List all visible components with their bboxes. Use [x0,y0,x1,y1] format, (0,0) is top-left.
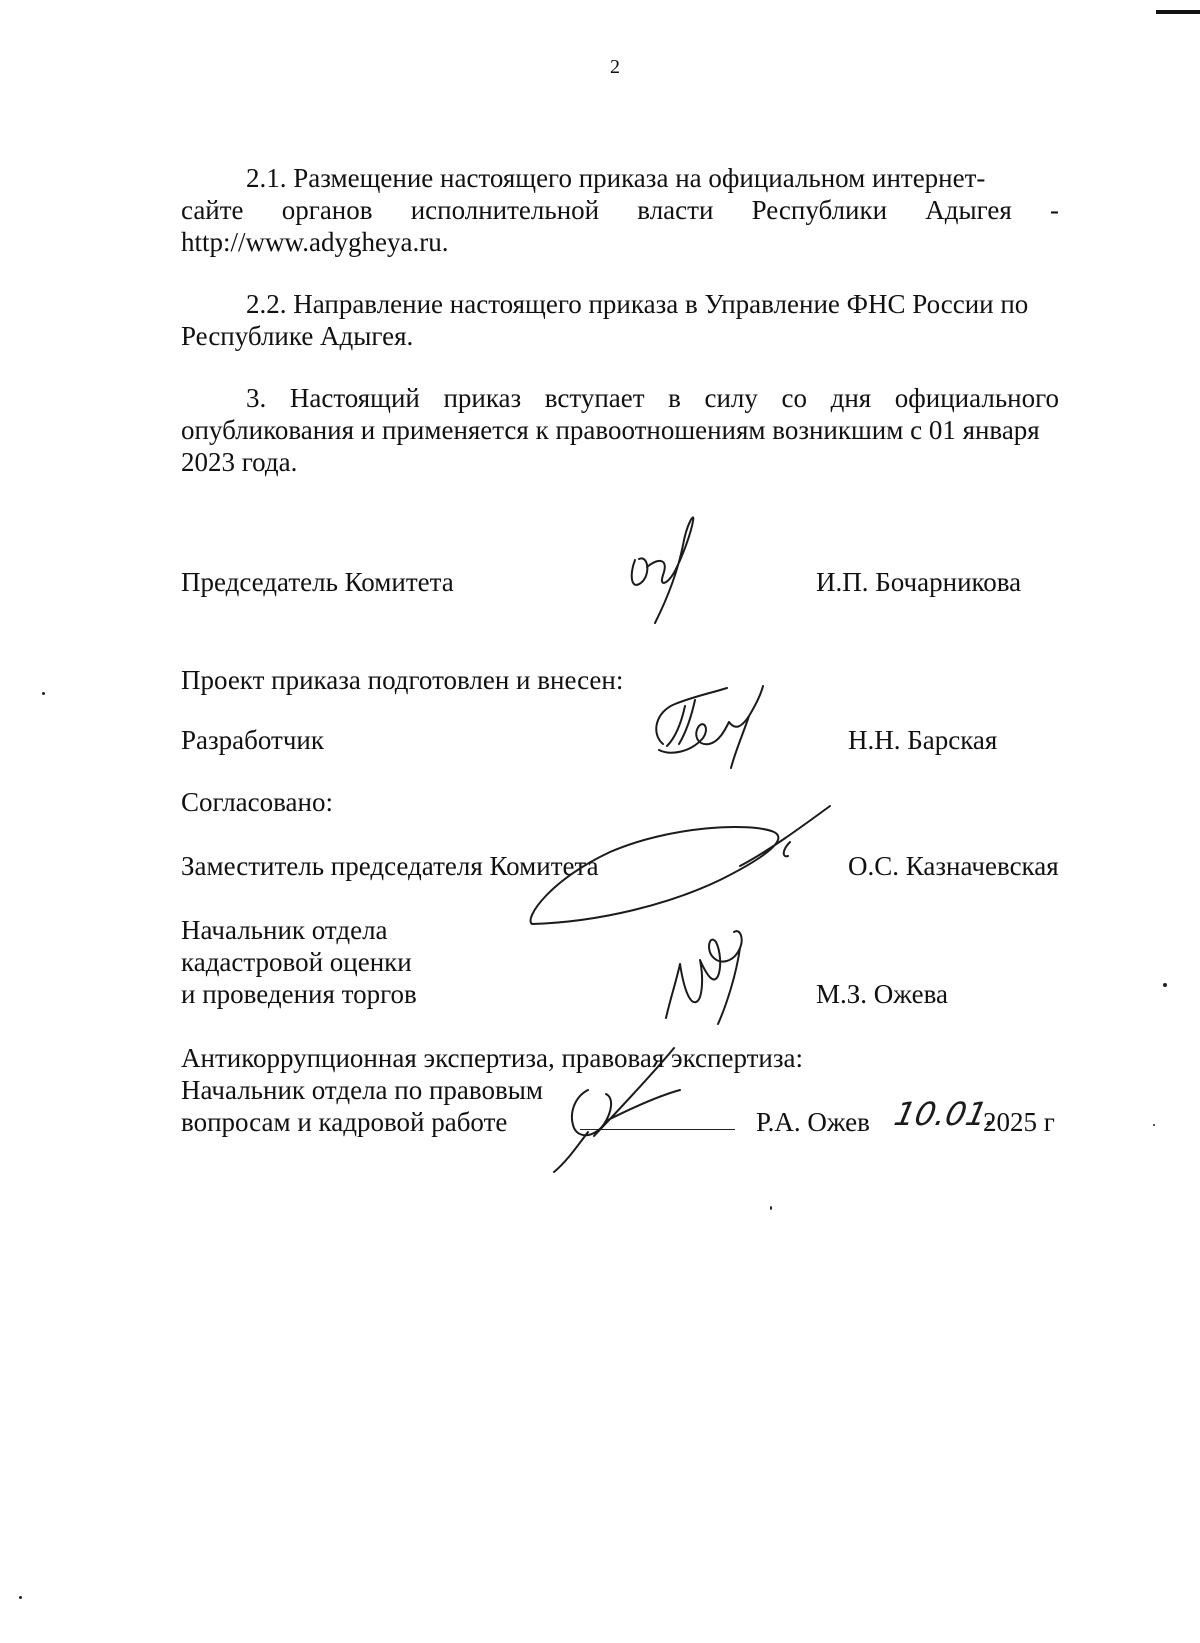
dept-head-name: М.З. Ожева [816,979,948,1009]
expertise-heading: Антикоррупционная экспертиза, правовая экспертиза: [181,1043,804,1073]
paragraph-2-1-line-1: 2.1. Размещение настоящего приказа на официальном интернет- [246,163,986,193]
scan-edge-mark [1156,10,1200,14]
scan-speck [1163,983,1167,987]
dept-head-signature [660,920,760,1030]
paragraph-3-line-3: 2023 года. [181,447,298,477]
scan-speck [770,1206,772,1210]
legal-head-name: Р.А. Ожев [756,1107,870,1137]
handwritten-date: 10.01. [890,1095,1001,1133]
dept-head-title-line-1: Начальник отдела [181,915,388,945]
scan-speck [42,692,45,695]
paragraph-2-1-line-3: http://www.adygheya.ru. [181,227,449,257]
scan-speck [1153,1124,1155,1126]
chairman-title: Председатель Комитета [181,567,454,597]
developer-signature [645,672,775,780]
legal-head-title-line-1: Начальник отдела по правовым [181,1075,543,1105]
paragraph-2-2-line-1: 2.2. Направление настоящего приказа в Управление ФНС России по [246,289,1029,319]
deputy-title: Заместитель председателя Комитета [181,851,599,881]
dept-head-title-line-3: и проведения торгов [181,979,417,1009]
developer-name: Н.Н. Барская [848,725,998,755]
dept-head-title-line-2: кадастровой оценки [181,947,412,977]
paragraph-2-2-line-2: Республике Адыгея. [181,321,414,351]
paragraph-2-1-line-2: сайте органов исполнительной власти Республики Адыгея - [181,195,1059,225]
agreed-label: Согласовано: [181,787,333,817]
prepared-by-label: Проект приказа подготовлен и внесен: [181,665,624,695]
paragraph-3-line-2: опубликования и применяется к правоотношениям возникшим с 01 января [181,415,1040,445]
chairman-signature [625,515,715,630]
date-year: 2025 г [983,1107,1055,1137]
legal-head-title-line-2: вопросам и кадровой работе [181,1107,508,1137]
paragraph-3-line-1: 3. Настоящий приказ вступает в силу со дня официального [246,383,1059,413]
deputy-signature [520,800,840,940]
chairman-name: И.П. Бочарникова [816,567,1022,597]
scan-speck [19,1596,22,1599]
developer-title: Разработчик [181,725,324,755]
deputy-name: О.С. Казначевская [848,851,1059,881]
legal-head-signature [548,1040,708,1180]
page-number: 2 [610,56,620,78]
